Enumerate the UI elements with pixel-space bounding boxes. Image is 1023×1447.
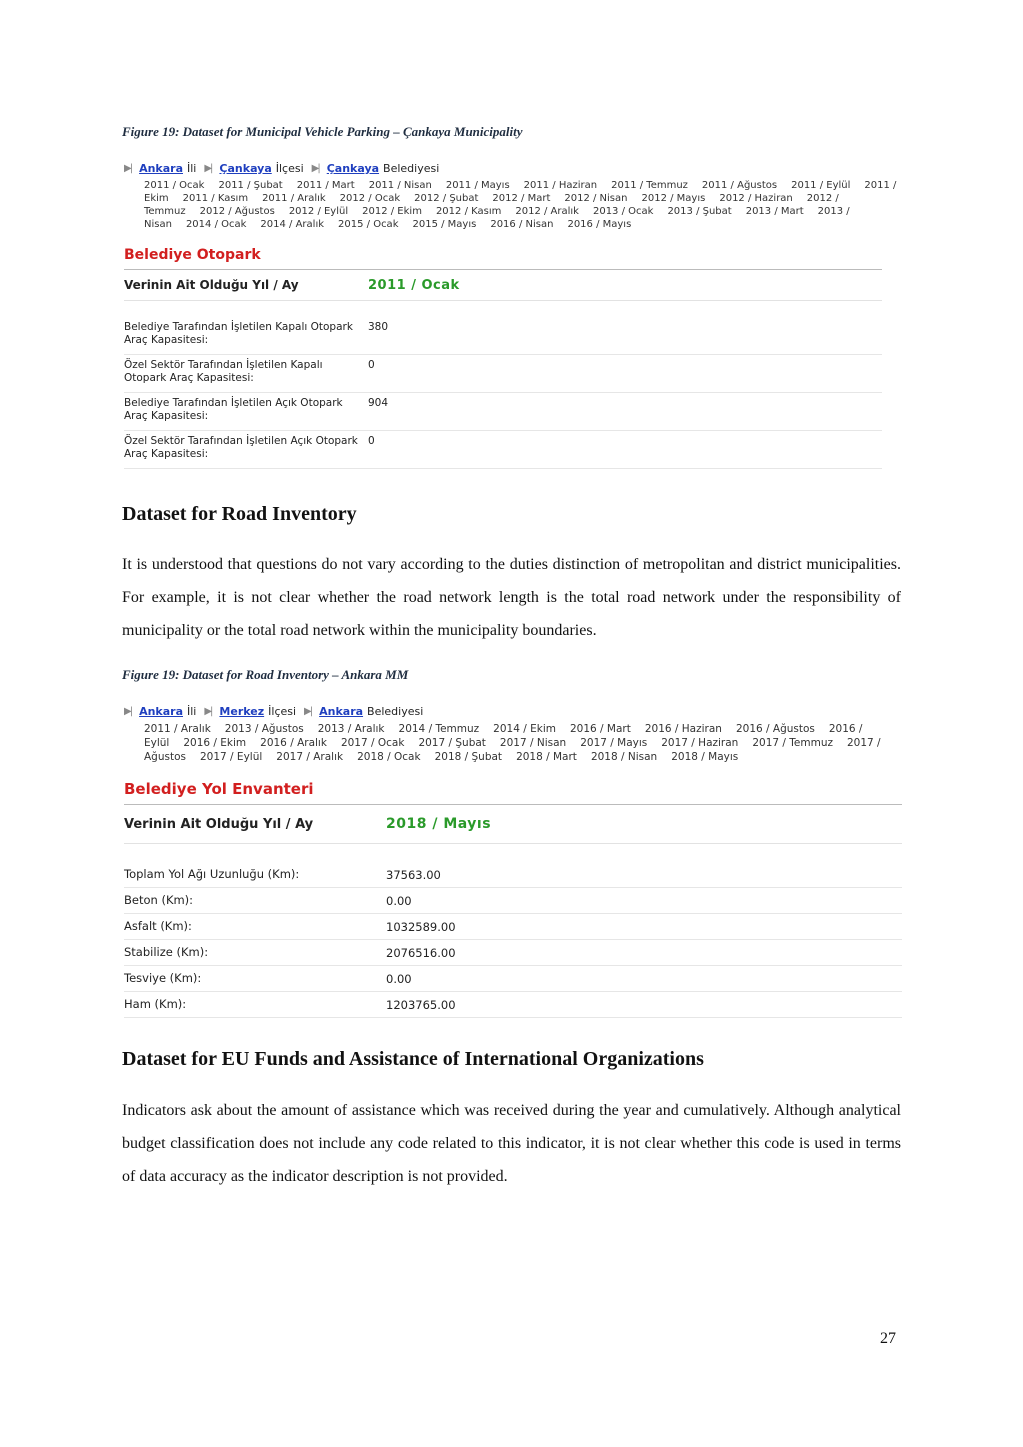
nav-arrow-icon: ▶|: [124, 706, 132, 717]
breadcrumb-district-suffix: İlçesi: [275, 162, 304, 175]
row-label: Tesviye (Km):: [124, 971, 202, 985]
breadcrumb-municipality-link[interactable]: Çankaya: [326, 162, 380, 175]
period-value: 2018 / Mayıs: [386, 816, 492, 832]
breadcrumb-municipality-link[interactable]: Ankara: [319, 705, 364, 718]
period-link[interactable]: 2011 / Haziran: [523, 180, 598, 191]
period-link[interactable]: 2016 / Mart: [569, 723, 631, 735]
breadcrumb-district-suffix: İlçesi: [268, 705, 297, 718]
period-link[interactable]: 2018 / Mayıs: [671, 751, 739, 763]
period-link[interactable]: 2017 / Ocak: [340, 737, 405, 749]
period-label: Verinin Ait Olduğu Yıl / Ay: [124, 278, 299, 292]
period-header: [124, 805, 902, 844]
period-link-list: [144, 179, 897, 231]
table-row: [124, 992, 902, 1018]
period-link[interactable]: 2012 / Kasım: [435, 206, 502, 217]
period-link[interactable]: 2017 / Mayıs: [580, 737, 648, 749]
period-link[interactable]: 2016 / Ağustos: [735, 723, 815, 735]
period-link[interactable]: Ağustos: [144, 751, 186, 763]
period-link[interactable]: 2013 / Şubat: [667, 206, 732, 217]
period-link[interactable]: 2011 / Mart: [296, 180, 355, 191]
period-link[interactable]: 2016 / Ekim: [183, 737, 247, 749]
breadcrumb-province-suffix: İli: [187, 162, 197, 175]
row-label: Ham (Km):: [124, 997, 187, 1011]
row-value: 0.00: [386, 893, 412, 908]
period-link[interactable]: 2011 / Kasım: [182, 193, 249, 204]
figure-caption-road-inventory: Figure 19: Dataset for Road Inventory – Ankara MM: [122, 667, 409, 682]
table-row: [124, 966, 902, 992]
period-link[interactable]: 2011 / Şubat: [218, 180, 283, 191]
row-value: 2076516.00: [386, 945, 456, 960]
row-value: 904: [368, 397, 389, 409]
period-link-list: [144, 722, 902, 764]
breadcrumb-district-link[interactable]: Merkez: [219, 705, 265, 718]
period-link[interactable]: 2014 / Ocak: [185, 219, 247, 230]
period-link[interactable]: 2017 / Nisan: [499, 737, 567, 749]
period-link[interactable]: 2011 / Aralık: [144, 723, 211, 735]
row-value: 380: [368, 321, 389, 333]
period-link-row: [144, 218, 882, 231]
nav-arrow-icon: ▶|: [304, 706, 312, 717]
breadcrumb-province-suffix: İli: [187, 705, 197, 718]
period-link[interactable]: 2012 / Mayıs: [641, 193, 706, 204]
period-link[interactable]: 2011 / Eylül: [791, 180, 851, 191]
period-link[interactable]: Eylül: [144, 737, 170, 749]
row-label: Toplam Yol Ağı Uzunluğu (Km):: [124, 867, 300, 881]
nav-arrow-icon: ▶|: [124, 163, 132, 174]
period-link[interactable]: 2012 / Nisan: [564, 193, 628, 204]
period-link[interactable]: 2012 / Ağustos: [199, 206, 275, 217]
row-label: Özel Sektör Tarafından İşletilen Açık Otopark Araç Kapasitesi:: [124, 435, 358, 460]
paragraph-eu-funds: Indicators ask about the amount of assistance which was received during the year and cumulatively. Although analytical budget classification does not include any code related to this indicator, it is not clear whether this code is used in terms of data accuracy as the indicator description is not provided.: [122, 1102, 901, 1185]
data-table: [124, 317, 882, 469]
period-link[interactable]: 2015 / Ocak: [338, 219, 399, 230]
period-link[interactable]: 2017 / Aralık: [276, 751, 344, 763]
period-link[interactable]: 2012 / Haziran: [719, 193, 793, 204]
period-link[interactable]: 2017 / Haziran: [661, 737, 739, 749]
row-label: Asfalt (Km):: [124, 919, 192, 933]
period-link[interactable]: 2013 / Ocak: [592, 206, 654, 217]
row-label: Özel Sektör Tarafından İşletilen Kapalı Otopark Araç Kapasitesi:: [124, 359, 323, 384]
figure-caption-parking: Figure 19: Dataset for Municipal Vehicle Parking – Çankaya Municipality: [122, 124, 523, 139]
period-link[interactable]: 2017 / Şubat: [418, 737, 486, 749]
period-link[interactable]: 2016 / Aralık: [260, 737, 327, 749]
period-link[interactable]: 2018 / Şubat: [434, 751, 503, 763]
row-value: 0: [368, 435, 375, 447]
period-label: Verinin Ait Olduğu Yıl / Ay: [124, 816, 314, 832]
table-row: [124, 431, 882, 469]
section-title: Belediye Yol Envanteri: [124, 780, 902, 805]
table-row: [124, 914, 902, 940]
breadcrumb-municipality-suffix: Belediyesi: [367, 705, 424, 718]
table-row: [124, 888, 902, 914]
period-link[interactable]: 2012 / Mart: [492, 193, 551, 204]
period-link[interactable]: 2017 / Eylül: [200, 751, 263, 763]
row-value: 1032589.00: [386, 919, 456, 934]
row-value: 0: [368, 359, 375, 371]
period-link[interactable]: 2012 / Ekim: [362, 206, 422, 217]
breadcrumb: [124, 162, 882, 175]
paragraph-road-inventory: It is understood that questions do not vary according to the duties distinction of metropolitan and district municipalities. For example, it is not clear whether the road network length is the total road network under the responsibility of municipality or the total road network within the municipality boundaries.: [122, 556, 901, 639]
row-value: 37563.00: [386, 867, 441, 882]
period-link[interactable]: 2011 /: [864, 180, 897, 191]
period-link-row: [144, 750, 902, 764]
period-link[interactable]: 2011 / Nisan: [368, 180, 432, 191]
period-link[interactable]: 2014 / Aralık: [260, 219, 325, 230]
period-link[interactable]: 2013 /: [817, 206, 850, 217]
road-inventory-screenshot: [124, 705, 902, 1018]
table-row: [124, 355, 882, 393]
period-link[interactable]: 2015 / Mayıs: [412, 219, 477, 230]
period-link[interactable]: 2011 / Mayıs: [445, 180, 510, 191]
period-link[interactable]: 2012 /: [806, 193, 839, 204]
period-link[interactable]: 2012 / Şubat: [414, 193, 479, 204]
row-value: 1203765.00: [386, 997, 456, 1012]
period-link[interactable]: Ekim: [144, 193, 169, 204]
period-link[interactable]: 2018 / Ocak: [357, 751, 421, 763]
nav-arrow-icon: ▶|: [204, 706, 212, 717]
period-link[interactable]: 2011 / Temmuz: [611, 180, 688, 191]
section-heading-eu-funds: Dataset for EU Funds and Assistance of International Organizations: [122, 1048, 704, 1070]
period-link-row: [144, 722, 902, 736]
breadcrumb-province-link[interactable]: Ankara: [139, 162, 183, 175]
period-link[interactable]: 2016 / Haziran: [644, 723, 722, 735]
period-link[interactable]: 2011 / Aralık: [262, 193, 326, 204]
breadcrumb: [124, 705, 902, 718]
table-row: [124, 317, 882, 355]
period-link[interactable]: 2018 / Nisan: [590, 751, 658, 763]
period-link[interactable]: 2011 / Ağustos: [701, 180, 778, 191]
period-link[interactable]: 2016 /: [828, 723, 863, 735]
period-link[interactable]: 2014 / Ekim: [493, 723, 556, 735]
period-header: [124, 270, 882, 301]
period-link[interactable]: 2017 / Temmuz: [752, 737, 833, 749]
breadcrumb-municipality-suffix: Belediyesi: [383, 162, 440, 175]
breadcrumb-district-link[interactable]: Çankaya: [219, 162, 272, 175]
parking-dataset-screenshot: [124, 162, 897, 469]
period-link-row: [144, 205, 882, 218]
period-link[interactable]: 2012 / Aralık: [515, 206, 579, 217]
breadcrumb-province-link[interactable]: Ankara: [139, 705, 183, 718]
row-label: Stabilize (Km):: [124, 945, 209, 959]
row-label: Belediye Tarafından İşletilen Kapalı Otopark Araç Kapasitesi:: [124, 321, 353, 346]
period-link[interactable]: 2012 / Eylül: [288, 206, 349, 217]
period-link[interactable]: 2013 / Mart: [745, 206, 804, 217]
period-link[interactable]: Temmuz: [144, 206, 186, 217]
section-heading-road-inventory: Dataset for Road Inventory: [122, 503, 357, 525]
nav-arrow-icon: ▶|: [204, 163, 212, 174]
period-link[interactable]: 2011 / Ocak: [144, 180, 205, 191]
period-link[interactable]: 2013 / Aralık: [317, 723, 385, 735]
section-title: Belediye Otopark: [124, 247, 882, 270]
period-link[interactable]: 2018 / Mart: [516, 751, 577, 763]
period-link[interactable]: 2012 / Ocak: [339, 193, 401, 204]
period-link-row: [144, 179, 897, 192]
row-label: Belediye Tarafından İşletilen Açık Otopark Araç Kapasitesi:: [124, 397, 343, 422]
period-link-row: [144, 736, 902, 750]
period-link[interactable]: Nisan: [144, 219, 172, 230]
page-number: 27: [880, 1330, 896, 1347]
period-link[interactable]: 2016 / Nisan: [490, 219, 554, 230]
period-link[interactable]: 2013 / Ağustos: [224, 723, 304, 735]
period-value: 2011 / Ocak: [368, 277, 460, 293]
table-row: [124, 862, 902, 888]
nav-arrow-icon: ▶|: [311, 163, 319, 174]
row-label: Beton (Km):: [124, 893, 194, 907]
table-row: [124, 393, 882, 431]
period-link-row: [144, 192, 882, 205]
data-table: [124, 862, 902, 1018]
period-link[interactable]: 2016 / Mayıs: [567, 219, 632, 230]
period-link[interactable]: 2014 / Temmuz: [398, 723, 480, 735]
row-value: 0.00: [386, 971, 412, 986]
period-link[interactable]: 2017 /: [847, 737, 881, 749]
table-row: [124, 940, 902, 966]
